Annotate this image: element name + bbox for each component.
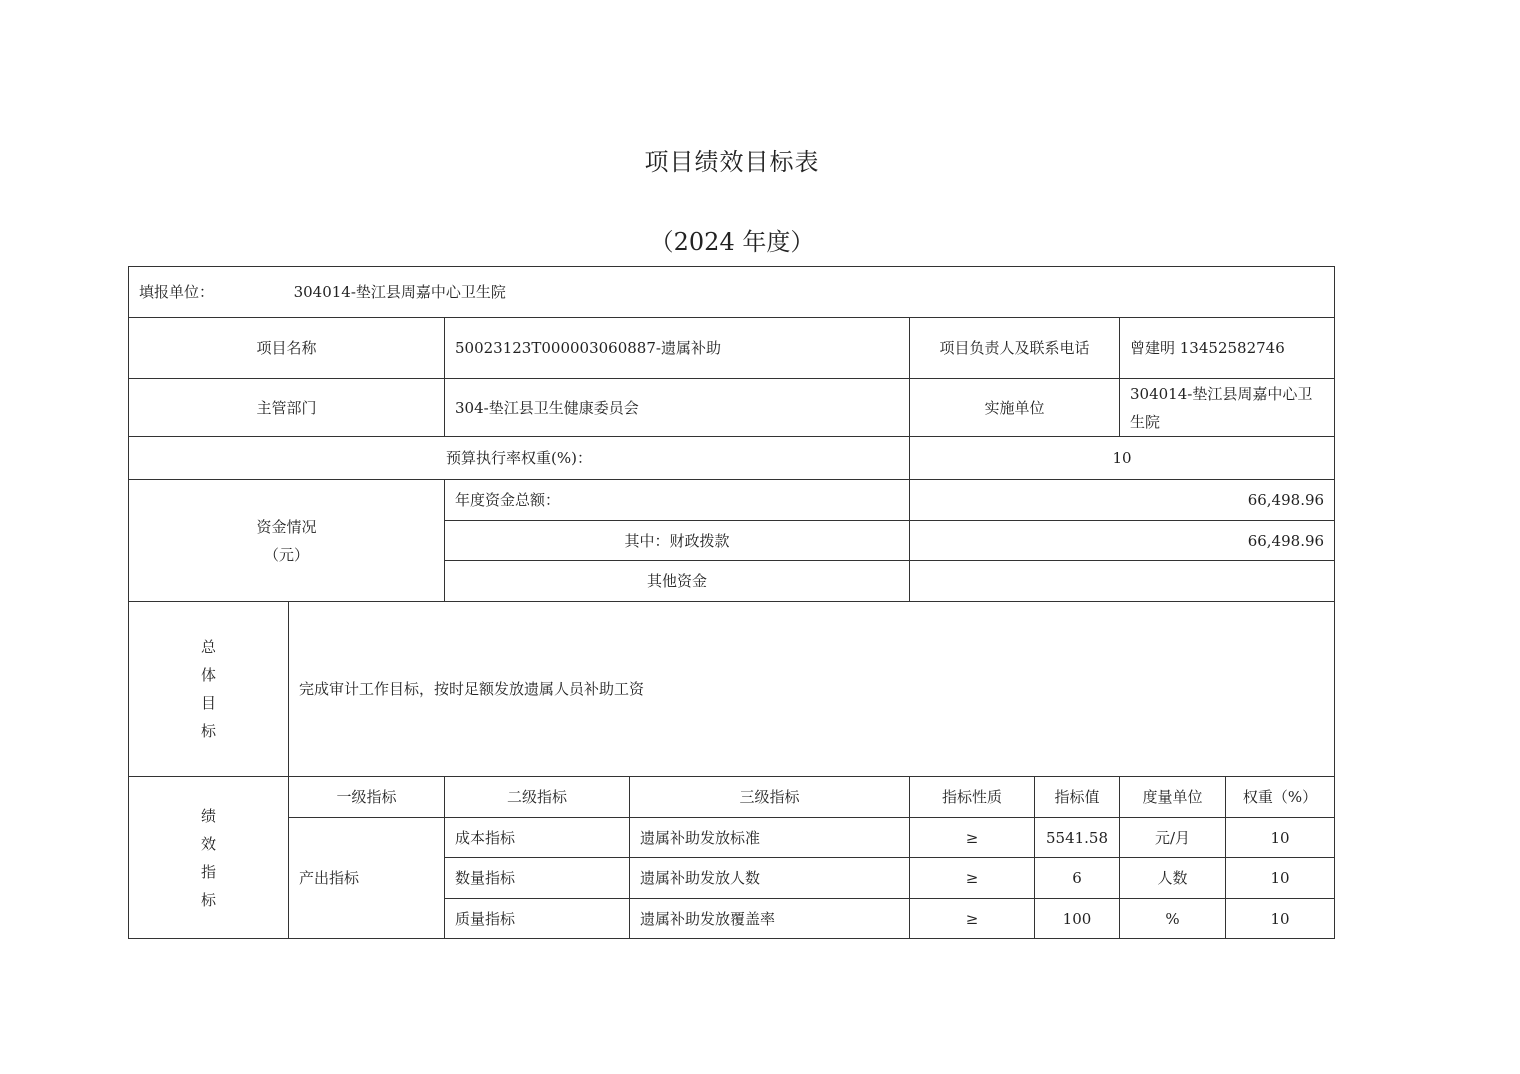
project-name-row (129, 318, 1335, 379)
header-level1: 一级指标 (289, 777, 445, 818)
department-value: 304-垫江县卫生健康委员会 (445, 379, 910, 437)
department-label: 主管部门 (129, 379, 445, 437)
funds-total-label: 年度资金总额： (445, 480, 910, 521)
project-name-label: 项目名称 (129, 318, 445, 379)
header-level2: 二级指标 (445, 777, 630, 818)
page-title: 项目绩效目标表 (644, 148, 820, 176)
implementing-unit-value: 304014-垫江县周嘉中心卫生院 (1120, 379, 1335, 437)
indicator-label-char: 标 (200, 890, 216, 909)
header-value: 指标值 (1035, 777, 1120, 818)
project-name-value: 50023123T000003060887-遗属补助 (445, 318, 910, 379)
funds-total-row (129, 480, 1335, 521)
indicator-weight: 10 (1226, 818, 1335, 858)
page-subtitle-year: （2024 年度） (649, 228, 815, 256)
funds-fiscal-label: 其中：财政拨款 (445, 521, 910, 561)
table-row (129, 818, 1335, 858)
funds-other-label: 其他资金 (445, 561, 910, 602)
header-level3: 三级指标 (630, 777, 910, 818)
overall-goal-label (129, 602, 289, 777)
indicator-level3: 遗属补助发放人数 (630, 858, 910, 899)
indicator-level3: 遗属补助发放覆盖率 (630, 899, 910, 939)
implementing-unit-label: 实施单位 (910, 379, 1120, 437)
indicator-level2: 成本指标 (445, 818, 630, 858)
reporting-unit-label: 填报单位： (139, 283, 215, 301)
indicator-value: 6 (1035, 858, 1120, 899)
indicator-weight: 10 (1226, 858, 1335, 899)
indicator-unit: 人数 (1120, 858, 1226, 899)
indicator-section-label (129, 777, 289, 939)
indicator-level3: 遗属补助发放标准 (630, 818, 910, 858)
overall-goal-char: 体 (200, 666, 216, 684)
indicator-level1: 产出指标 (289, 818, 445, 939)
performance-target-table (128, 266, 1335, 939)
budget-weight-row (129, 437, 1335, 480)
project-owner-label: 项目负责人及联系电话 (910, 318, 1120, 379)
funds-label (129, 480, 445, 602)
indicator-header-row (129, 777, 1335, 818)
overall-goal-row (129, 602, 1335, 777)
reporting-unit-row (129, 267, 1335, 318)
budget-weight-label: 预算执行率权重(%)： (129, 437, 910, 480)
budget-weight-value: 10 (910, 437, 1335, 480)
reporting-unit-cell (129, 267, 1335, 318)
indicator-weight: 10 (1226, 899, 1335, 939)
funds-other-value (910, 561, 1335, 602)
funds-label-line1: 资金情况 (256, 517, 317, 536)
indicator-level2: 质量指标 (445, 899, 630, 939)
indicator-label-char: 指 (200, 862, 216, 881)
overall-goal-char: 总 (200, 638, 216, 656)
indicator-value: 5541.58 (1035, 818, 1120, 858)
overall-goal-char: 目 (200, 694, 216, 712)
indicator-unit: 元/月 (1120, 818, 1226, 858)
indicator-label-char: 效 (200, 834, 216, 853)
header-nature: 指标性质 (910, 777, 1035, 818)
department-row (129, 379, 1335, 437)
indicator-unit: % (1120, 899, 1226, 939)
header-weight: 权重（%） (1226, 777, 1335, 818)
funds-total-value: 66,498.96 (910, 480, 1335, 521)
reporting-unit-value: 304014-垫江县周嘉中心卫生院 (293, 283, 506, 301)
indicator-nature: ≥ (910, 858, 1035, 899)
overall-goal-char: 标 (200, 722, 216, 740)
indicator-nature: ≥ (910, 818, 1035, 858)
header-unit: 度量单位 (1120, 777, 1226, 818)
indicator-nature: ≥ (910, 899, 1035, 939)
funds-fiscal-value: 66,498.96 (910, 521, 1335, 561)
indicator-label-char: 绩 (200, 806, 216, 825)
indicator-value: 100 (1035, 899, 1120, 939)
project-owner-value: 曾建明 13452582746 (1120, 318, 1335, 379)
overall-goal-text: 完成审计工作目标，按时足额发放遗属人员补助工资 (289, 602, 1335, 777)
indicator-level2: 数量指标 (445, 858, 630, 899)
funds-label-line2: （元） (263, 545, 309, 564)
